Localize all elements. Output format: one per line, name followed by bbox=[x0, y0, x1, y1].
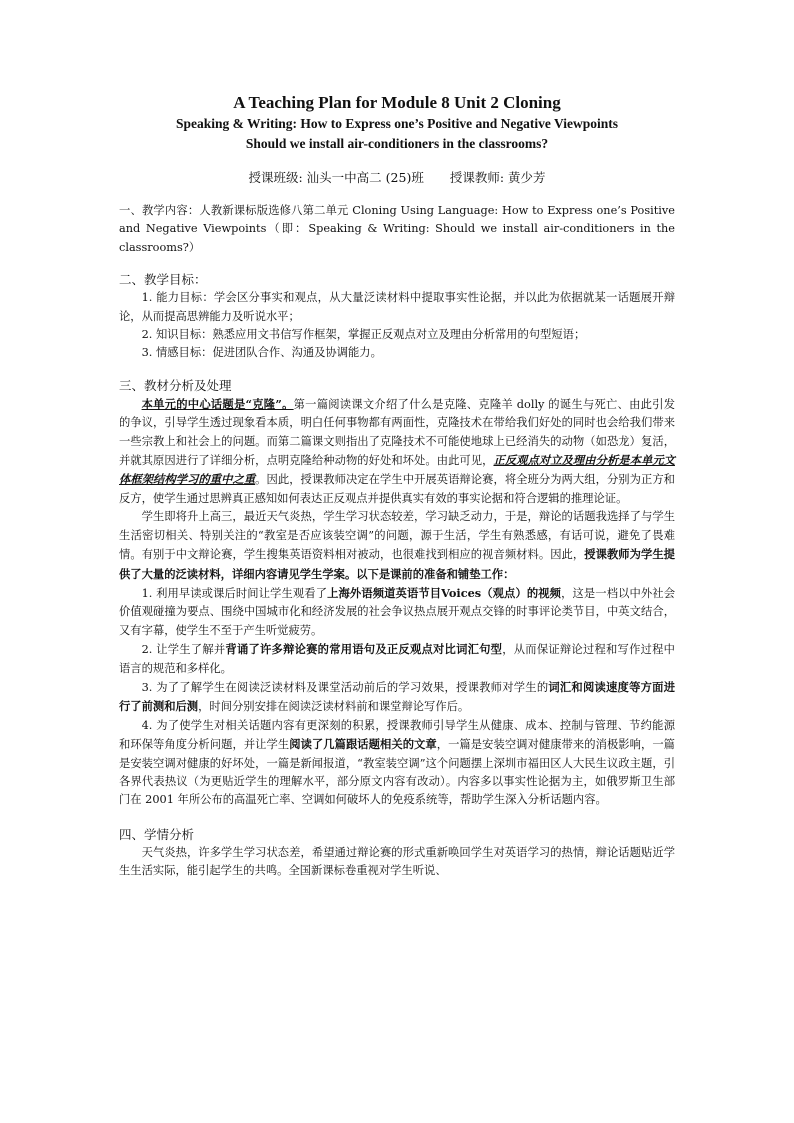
teacher-info: 授课教师: 黄少芳 bbox=[449, 170, 546, 185]
text-run: 4. 为了使学生对相关话题内容有更深刻的积累，授课教师引导学生从健康、成本、控制与管理、节约能源和环保等角度分析问题，并让学生 bbox=[119, 718, 675, 752]
class-info: 授课班级: 汕头一中高二 (25)班 bbox=[248, 170, 424, 185]
text-run: ，一篇是安装空调对健康带来的消极影响，一篇是安装空调对健康的好坏处，一篇是新闻报道，“教室装空调”这个问题摆上深圳市福田区人大民生议政主题，引各界代表热议（为更贴近学生的理解水平，部分原文内容有改动）。内容多以事实性论据为主，如俄罗斯卫生部门在 2001 年所公布的高温死亡率、空调如何破坏人的免疫系统等，帮助学生深入分析话题内容。 bbox=[119, 738, 675, 807]
central-topic: 本单元的中心话题是“克隆”。 bbox=[141, 396, 294, 411]
learner-analysis-paragraph: 天气炎热，许多学生学习状态差，希望通过辩论赛的形式重新唤回学生对英语学习的热情，辩论话题贴近学生生活实际，能引起学生的共鸣。全国新课标卷重视对学生听说、 bbox=[119, 845, 675, 878]
analysis-paragraph-1 bbox=[119, 395, 675, 508]
doc-subtitle-1: Speaking & Writing: How to Express one’s Positive and Negative Viewpoints bbox=[175, 116, 619, 131]
text-run: 1. 利用早读或课后时间让学生观看了 bbox=[141, 586, 328, 600]
objective-item: 2. 知识目标：熟悉应用文书信写作框架，掌握正反观点对立及理由分析常用的句型短语； bbox=[141, 328, 586, 342]
focus-statement: 正反观点对立及理由分析是本单元文体框架结构学习的重中之重 bbox=[119, 453, 675, 487]
text-run: 3. 为了了解学生在阅读泛读材料及课堂活动前后的学习效果，授课教师对学生的 bbox=[141, 680, 549, 694]
section-2-heading: 二、教学目标： bbox=[119, 272, 207, 288]
bold-statement: 授课教师为学生提供了大量的泛读材料，详细内容请见学生学案。以下是课前的准备和铺垫工作： bbox=[119, 547, 675, 581]
bold-run: 词汇和阅读速度等方面进行了前测和后测 bbox=[119, 679, 675, 714]
prep-item-1 bbox=[119, 584, 675, 640]
text-run: 。因此，授课教师决定在学生中开展英语辩论赛，将全班分为两大组，分别为正方和反方，使学生通过思辨真正感知如何表达正反观点并提供真实有效的事实论据和符合逻辑的推理论证。 bbox=[119, 473, 675, 505]
section-1-heading: 一、教学内容： bbox=[119, 204, 200, 217]
bold-run: 上海外语频道英语节目Voices（观点）的视频 bbox=[327, 585, 562, 600]
text-run: 第一篇阅读课文介绍了什么是克隆、克隆羊 dolly 的诞生与死亡、由此引发的争议，引导学生透过现象看本质，明白任何事物都有两面性，克隆技术在带给我们好处的同时也会给我们带来一些宗教上和社会上的问题。而第二篇课文则指出了克隆技术不可能使地球上已经消失的动物（如恐龙）复活，并就其原因进行了详细分析，点明克隆给种动物的好处和坏处。由此可见， bbox=[119, 397, 676, 468]
objective-item: 1. 能力目标：学会区分事实和观点，从大量泛读材料中提取事实性论据，并以此为依据就某一话题展开辩论，从而提高思辨能力及听说水平； bbox=[119, 291, 675, 323]
class-teacher-line bbox=[119, 168, 675, 188]
text-run: 学生即将升上高三，最近天气炎热，学生学习状态较差，学习缺乏动力，于是，辩论的话题我选择了与学生生活密切相关、特别关注的“教室是否应该装空调”的问题，源于生活，学生有熟悉感，有话可说，避免了畏难情。有别于中文辩论赛，学生搜集英语资料相对被动，也很难找到相应的视音频材料。因此， bbox=[119, 510, 675, 562]
doc-subtitle-2: Should we install air-conditioners in the classrooms? bbox=[245, 136, 549, 151]
text-run: ，这是一档以中外社会价值观碰撞为要点、围绕中国城市化和经济发展的社会争议热点展开观点交锋的时事评论类节目，中英文结合，又有字幕，使学生不至于产生听觉疲劳。 bbox=[119, 586, 676, 637]
objective-item: 3. 情感目标：促进团队合作、沟通及协调能力。 bbox=[141, 346, 382, 360]
doc-title: A Teaching Plan for Module 8 Unit 2 Cloning bbox=[233, 93, 561, 112]
document-page bbox=[119, 92, 675, 881]
text-run: ，从而保证辩论过程和写作过程中语言的规范和多样化。 bbox=[119, 643, 675, 675]
prep-item-2 bbox=[119, 640, 675, 678]
text-run: 2. 让学生了解并 bbox=[141, 643, 226, 657]
section-4-heading: 四、学情分析 bbox=[119, 826, 195, 842]
prep-item-3 bbox=[119, 678, 675, 717]
prep-item-4 bbox=[119, 717, 675, 810]
analysis-paragraph-2 bbox=[119, 508, 675, 584]
bold-run: 背诵了许多辩论赛的常用语句及正反观点对比词汇句型 bbox=[225, 642, 503, 657]
section-1-body: 人教新课标版选修八第二单元 Cloning Using Language: How to Express one’s Positive and Negative Viewpoints（即：Speaking & Writing: Should we install air-conditioners in the classrooms?） bbox=[119, 204, 675, 254]
text-run: ，时间分别安排在阅读泛读材料前和课堂辩论写作后。 bbox=[198, 700, 470, 714]
section-teaching-content bbox=[119, 202, 675, 257]
section-3-heading: 三、教材分析及处理 bbox=[119, 377, 232, 393]
bold-run: 阅读了几篇跟话题相关的文章 bbox=[289, 737, 437, 752]
